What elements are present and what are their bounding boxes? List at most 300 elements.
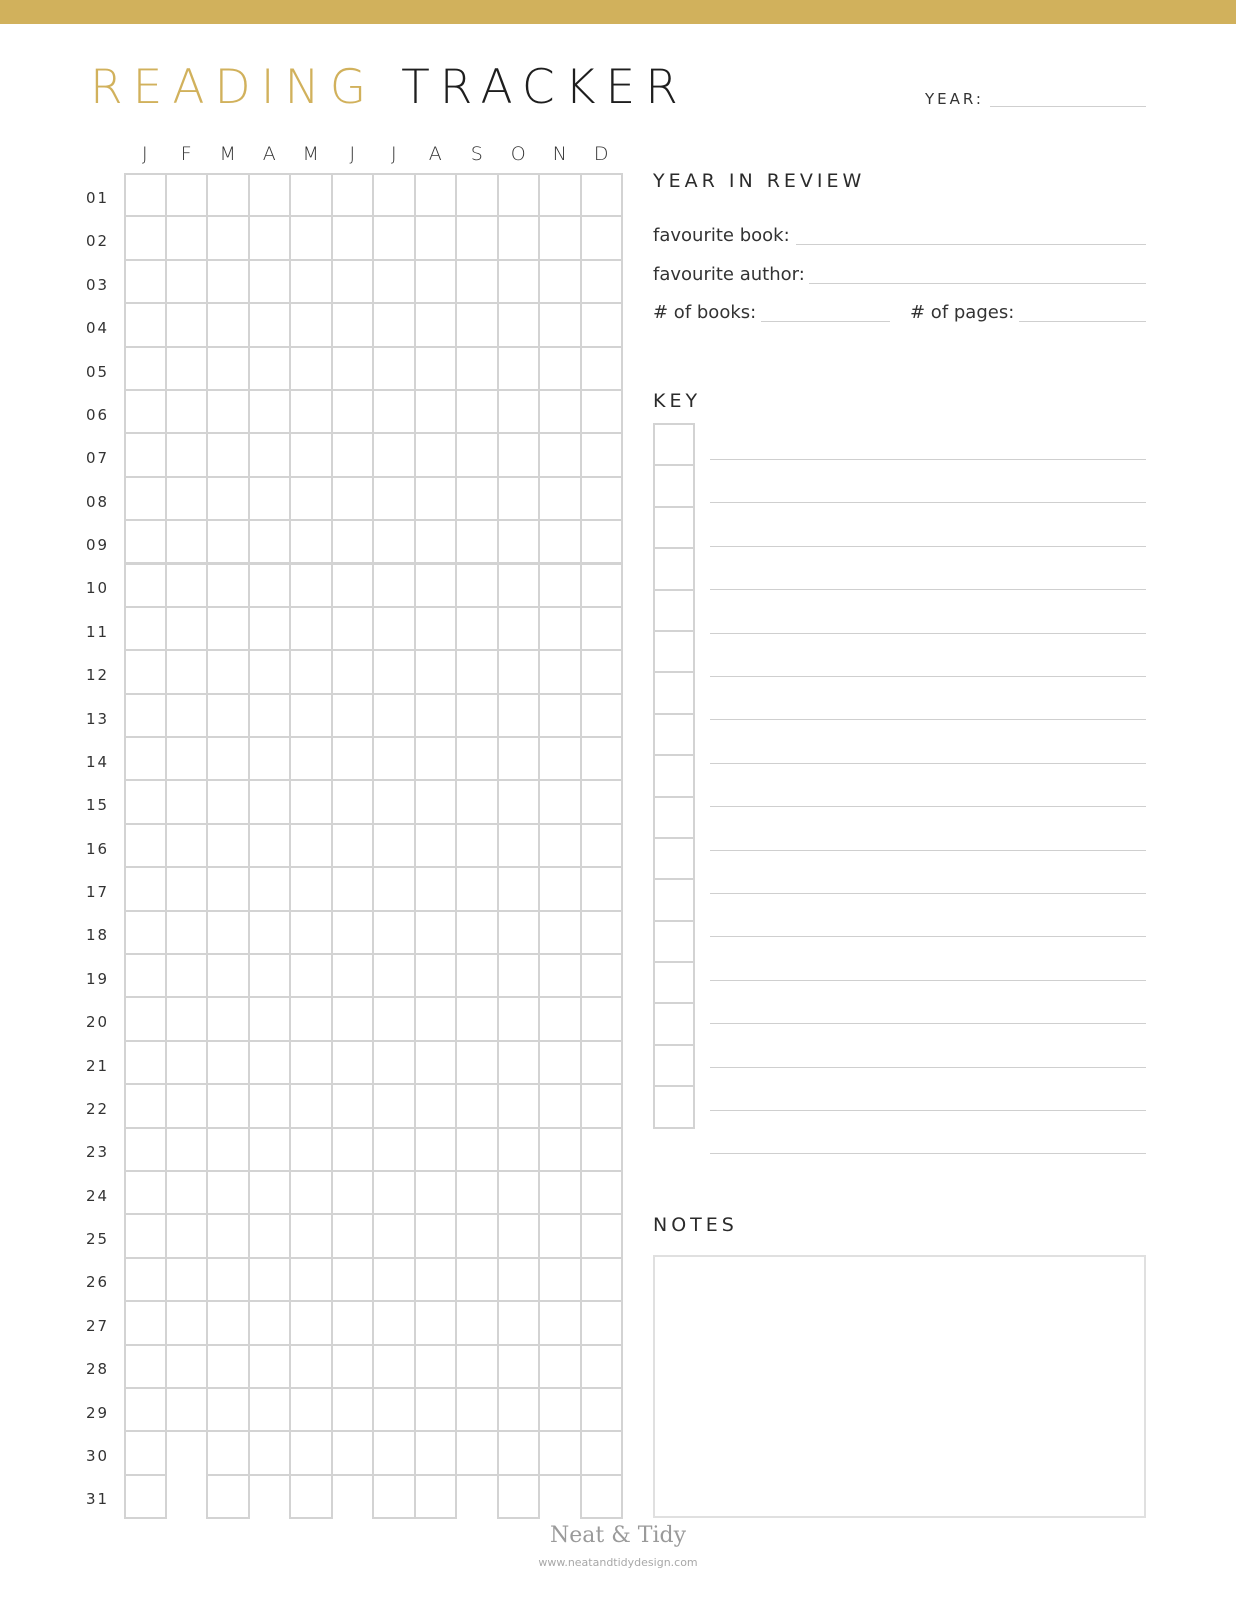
day-cell[interactable]	[331, 1170, 375, 1215]
day-cell[interactable]	[124, 1127, 167, 1172]
day-cell[interactable]	[331, 1344, 375, 1389]
day-cell[interactable]	[455, 779, 499, 824]
day-cell[interactable]	[538, 563, 582, 608]
day-cell[interactable]	[538, 173, 582, 217]
num-pages-field[interactable]	[1019, 321, 1146, 322]
day-cell[interactable]	[538, 1213, 582, 1258]
day-cell[interactable]	[206, 432, 250, 477]
day-cell[interactable]	[248, 432, 292, 477]
key-label-line[interactable]	[710, 546, 1146, 547]
day-cell[interactable]	[124, 866, 167, 911]
day-cell[interactable]	[165, 1170, 209, 1215]
key-label-line[interactable]	[710, 719, 1146, 720]
day-cell[interactable]	[289, 346, 333, 391]
day-cell[interactable]	[455, 866, 499, 911]
day-cell[interactable]	[289, 1040, 333, 1085]
day-cell[interactable]	[538, 736, 582, 781]
day-cell[interactable]	[455, 996, 499, 1041]
day-cell[interactable]	[206, 1213, 250, 1258]
day-cell[interactable]	[331, 866, 375, 911]
day-cell[interactable]	[580, 866, 624, 911]
day-cell[interactable]	[580, 910, 624, 955]
day-cell[interactable]	[289, 173, 333, 217]
day-cell[interactable]	[538, 389, 582, 434]
day-cell[interactable]	[248, 215, 292, 260]
day-cell[interactable]	[289, 910, 333, 955]
day-cell[interactable]	[580, 519, 624, 564]
day-cell[interactable]	[497, 1127, 541, 1172]
day-cell[interactable]	[124, 1344, 167, 1389]
day-cell[interactable]	[331, 693, 375, 738]
day-cell[interactable]	[331, 649, 375, 694]
day-cell[interactable]	[580, 779, 624, 824]
day-cell[interactable]	[497, 1040, 541, 1085]
key-label-line[interactable]	[710, 1067, 1146, 1068]
day-cell[interactable]	[165, 910, 209, 955]
day-cell[interactable]	[372, 215, 416, 260]
day-cell[interactable]	[538, 476, 582, 521]
day-cell[interactable]	[124, 693, 167, 738]
notes-box[interactable]	[653, 1255, 1146, 1518]
day-cell[interactable]	[206, 1474, 250, 1519]
day-cell[interactable]	[455, 823, 499, 868]
day-cell[interactable]	[248, 519, 292, 564]
key-swatch[interactable]	[653, 547, 695, 590]
day-cell[interactable]	[580, 1170, 624, 1215]
key-swatch[interactable]	[653, 878, 695, 921]
day-cell[interactable]	[414, 389, 458, 434]
day-cell[interactable]	[206, 953, 250, 998]
day-cell[interactable]	[538, 1170, 582, 1215]
day-cell[interactable]	[372, 1430, 416, 1475]
day-cell[interactable]	[414, 823, 458, 868]
day-cell[interactable]	[580, 1213, 624, 1258]
day-cell[interactable]	[414, 1213, 458, 1258]
day-cell[interactable]	[372, 779, 416, 824]
day-cell[interactable]	[331, 736, 375, 781]
day-cell[interactable]	[206, 389, 250, 434]
day-cell[interactable]	[372, 519, 416, 564]
day-cell[interactable]	[497, 1344, 541, 1389]
day-cell[interactable]	[289, 519, 333, 564]
day-cell[interactable]	[289, 996, 333, 1041]
day-cell[interactable]	[165, 1083, 209, 1128]
day-cell[interactable]	[455, 1213, 499, 1258]
day-cell[interactable]	[165, 1300, 209, 1345]
day-cell[interactable]	[497, 1300, 541, 1345]
day-cell[interactable]	[289, 649, 333, 694]
day-cell[interactable]	[248, 1083, 292, 1128]
day-cell[interactable]	[206, 476, 250, 521]
day-cell[interactable]	[414, 866, 458, 911]
day-cell[interactable]	[206, 519, 250, 564]
day-cell[interactable]	[331, 215, 375, 260]
day-cell[interactable]	[414, 953, 458, 998]
key-swatch[interactable]	[653, 671, 695, 714]
key-swatch[interactable]	[653, 837, 695, 880]
day-cell[interactable]	[124, 259, 167, 304]
day-cell[interactable]	[331, 1083, 375, 1128]
day-cell[interactable]	[165, 779, 209, 824]
day-cell[interactable]	[497, 736, 541, 781]
day-cell[interactable]	[165, 649, 209, 694]
day-cell[interactable]	[414, 1474, 458, 1519]
day-cell[interactable]	[497, 823, 541, 868]
num-books-field[interactable]	[761, 321, 890, 322]
day-cell[interactable]	[497, 519, 541, 564]
day-cell[interactable]	[414, 606, 458, 651]
day-cell[interactable]	[289, 1170, 333, 1215]
day-cell[interactable]	[248, 910, 292, 955]
day-cell[interactable]	[124, 1170, 167, 1215]
day-cell[interactable]	[538, 1040, 582, 1085]
day-cell[interactable]	[248, 736, 292, 781]
day-cell[interactable]	[497, 1387, 541, 1432]
key-label-line[interactable]	[710, 763, 1146, 764]
day-cell[interactable]	[497, 693, 541, 738]
day-cell[interactable]	[124, 1387, 167, 1432]
day-cell[interactable]	[580, 389, 624, 434]
day-cell[interactable]	[497, 1257, 541, 1302]
day-cell[interactable]	[455, 1040, 499, 1085]
day-cell[interactable]	[206, 1300, 250, 1345]
day-cell[interactable]	[497, 389, 541, 434]
day-cell[interactable]	[289, 736, 333, 781]
day-cell[interactable]	[414, 173, 458, 217]
day-cell[interactable]	[372, 302, 416, 347]
day-cell[interactable]	[580, 996, 624, 1041]
day-cell[interactable]	[580, 173, 624, 217]
day-cell[interactable]	[372, 1127, 416, 1172]
day-cell[interactable]	[289, 1083, 333, 1128]
day-cell[interactable]	[580, 606, 624, 651]
day-cell[interactable]	[248, 866, 292, 911]
key-label-line[interactable]	[710, 936, 1146, 937]
day-cell[interactable]	[580, 259, 624, 304]
day-cell[interactable]	[289, 779, 333, 824]
day-cell[interactable]	[206, 736, 250, 781]
day-cell[interactable]	[124, 173, 167, 217]
day-cell[interactable]	[206, 606, 250, 651]
day-cell[interactable]	[124, 823, 167, 868]
day-cell[interactable]	[414, 1040, 458, 1085]
day-cell[interactable]	[165, 432, 209, 477]
key-swatch[interactable]	[653, 630, 695, 673]
day-cell[interactable]	[124, 476, 167, 521]
day-cell[interactable]	[538, 432, 582, 477]
day-cell[interactable]	[165, 259, 209, 304]
key-label-line[interactable]	[710, 459, 1146, 460]
day-cell[interactable]	[372, 1387, 416, 1432]
day-cell[interactable]	[580, 563, 624, 608]
day-cell[interactable]	[165, 1257, 209, 1302]
day-cell[interactable]	[455, 910, 499, 955]
day-cell[interactable]	[206, 346, 250, 391]
day-cell[interactable]	[206, 779, 250, 824]
day-cell[interactable]	[289, 563, 333, 608]
day-cell[interactable]	[124, 779, 167, 824]
day-cell[interactable]	[206, 1344, 250, 1389]
favourite-book-field[interactable]	[796, 244, 1146, 245]
day-cell[interactable]	[372, 346, 416, 391]
day-cell[interactable]	[414, 476, 458, 521]
day-cell[interactable]	[331, 953, 375, 998]
day-cell[interactable]	[124, 519, 167, 564]
key-swatch[interactable]	[653, 1085, 695, 1128]
day-cell[interactable]	[455, 259, 499, 304]
day-cell[interactable]	[289, 1257, 333, 1302]
key-swatch[interactable]	[653, 464, 695, 507]
day-cell[interactable]	[331, 563, 375, 608]
day-cell[interactable]	[497, 953, 541, 998]
day-cell[interactable]	[497, 215, 541, 260]
day-cell[interactable]	[206, 1430, 250, 1475]
day-cell[interactable]	[372, 1083, 416, 1128]
day-cell[interactable]	[414, 1300, 458, 1345]
day-cell[interactable]	[372, 1474, 416, 1519]
day-cell[interactable]	[455, 1430, 499, 1475]
day-cell[interactable]	[124, 649, 167, 694]
day-cell[interactable]	[538, 1387, 582, 1432]
day-cell[interactable]	[580, 1300, 624, 1345]
day-cell[interactable]	[414, 1430, 458, 1475]
day-cell[interactable]	[165, 1387, 209, 1432]
day-cell[interactable]	[248, 476, 292, 521]
day-cell[interactable]	[124, 389, 167, 434]
day-cell[interactable]	[124, 736, 167, 781]
day-cell[interactable]	[455, 389, 499, 434]
key-swatch[interactable]	[653, 423, 695, 466]
day-cell[interactable]	[206, 1170, 250, 1215]
day-cell[interactable]	[331, 519, 375, 564]
day-cell[interactable]	[206, 302, 250, 347]
day-cell[interactable]	[331, 476, 375, 521]
day-cell[interactable]	[248, 1127, 292, 1172]
day-cell[interactable]	[206, 1083, 250, 1128]
day-cell[interactable]	[248, 259, 292, 304]
day-cell[interactable]	[248, 563, 292, 608]
day-cell[interactable]	[124, 953, 167, 998]
day-cell[interactable]	[455, 432, 499, 477]
key-swatch[interactable]	[653, 961, 695, 1004]
day-cell[interactable]	[455, 1300, 499, 1345]
day-cell[interactable]	[248, 1170, 292, 1215]
day-cell[interactable]	[580, 215, 624, 260]
day-cell[interactable]	[289, 1213, 333, 1258]
day-cell[interactable]	[165, 389, 209, 434]
day-cell[interactable]	[414, 1257, 458, 1302]
day-cell[interactable]	[372, 866, 416, 911]
day-cell[interactable]	[497, 1474, 541, 1519]
day-cell[interactable]	[372, 1170, 416, 1215]
day-cell[interactable]	[580, 1127, 624, 1172]
day-cell[interactable]	[289, 476, 333, 521]
day-cell[interactable]	[372, 996, 416, 1041]
day-cell[interactable]	[289, 1300, 333, 1345]
day-cell[interactable]	[414, 736, 458, 781]
day-cell[interactable]	[372, 606, 416, 651]
day-cell[interactable]	[372, 1344, 416, 1389]
day-cell[interactable]	[580, 1083, 624, 1128]
key-swatch[interactable]	[653, 1002, 695, 1045]
day-cell[interactable]	[497, 1170, 541, 1215]
key-label-line[interactable]	[710, 589, 1146, 590]
day-cell[interactable]	[455, 563, 499, 608]
day-cell[interactable]	[372, 476, 416, 521]
day-cell[interactable]	[414, 779, 458, 824]
key-label-line[interactable]	[710, 850, 1146, 851]
day-cell[interactable]	[248, 1257, 292, 1302]
day-cell[interactable]	[165, 1127, 209, 1172]
day-cell[interactable]	[372, 432, 416, 477]
day-cell[interactable]	[414, 215, 458, 260]
day-cell[interactable]	[538, 910, 582, 955]
day-cell[interactable]	[580, 1344, 624, 1389]
day-cell[interactable]	[124, 346, 167, 391]
day-cell[interactable]	[124, 302, 167, 347]
day-cell[interactable]	[165, 346, 209, 391]
day-cell[interactable]	[124, 1083, 167, 1128]
day-cell[interactable]	[248, 1300, 292, 1345]
day-cell[interactable]	[414, 693, 458, 738]
day-cell[interactable]	[124, 606, 167, 651]
day-cell[interactable]	[248, 779, 292, 824]
day-cell[interactable]	[580, 1387, 624, 1432]
key-swatch[interactable]	[653, 713, 695, 756]
day-cell[interactable]	[497, 996, 541, 1041]
day-cell[interactable]	[289, 866, 333, 911]
day-cell[interactable]	[455, 173, 499, 217]
day-cell[interactable]	[414, 996, 458, 1041]
key-swatch[interactable]	[653, 920, 695, 963]
day-cell[interactable]	[455, 1127, 499, 1172]
day-cell[interactable]	[580, 476, 624, 521]
day-cell[interactable]	[455, 953, 499, 998]
day-cell[interactable]	[414, 649, 458, 694]
day-cell[interactable]	[165, 519, 209, 564]
day-cell[interactable]	[124, 1474, 167, 1519]
day-cell[interactable]	[165, 215, 209, 260]
key-swatch[interactable]	[653, 754, 695, 797]
day-cell[interactable]	[538, 649, 582, 694]
day-cell[interactable]	[248, 996, 292, 1041]
day-cell[interactable]	[538, 779, 582, 824]
day-cell[interactable]	[165, 476, 209, 521]
day-cell[interactable]	[331, 1257, 375, 1302]
day-cell[interactable]	[331, 910, 375, 955]
day-cell[interactable]	[248, 1387, 292, 1432]
day-cell[interactable]	[414, 1127, 458, 1172]
day-cell[interactable]	[289, 953, 333, 998]
day-cell[interactable]	[580, 1430, 624, 1475]
key-label-line[interactable]	[710, 633, 1146, 634]
day-cell[interactable]	[289, 823, 333, 868]
day-cell[interactable]	[372, 1300, 416, 1345]
day-cell[interactable]	[124, 1040, 167, 1085]
day-cell[interactable]	[497, 1213, 541, 1258]
day-cell[interactable]	[414, 259, 458, 304]
day-cell[interactable]	[206, 259, 250, 304]
day-cell[interactable]	[248, 389, 292, 434]
day-cell[interactable]	[580, 953, 624, 998]
key-label-line[interactable]	[710, 1023, 1146, 1024]
day-cell[interactable]	[372, 1213, 416, 1258]
day-cell[interactable]	[331, 1040, 375, 1085]
day-cell[interactable]	[124, 1430, 167, 1475]
day-cell[interactable]	[580, 823, 624, 868]
day-cell[interactable]	[538, 346, 582, 391]
key-label-line[interactable]	[710, 1110, 1146, 1111]
day-cell[interactable]	[331, 346, 375, 391]
day-cell[interactable]	[206, 823, 250, 868]
day-cell[interactable]	[124, 1257, 167, 1302]
day-cell[interactable]	[289, 302, 333, 347]
day-cell[interactable]	[538, 1430, 582, 1475]
day-cell[interactable]	[414, 563, 458, 608]
day-cell[interactable]	[206, 866, 250, 911]
day-cell[interactable]	[372, 1040, 416, 1085]
day-cell[interactable]	[206, 215, 250, 260]
day-cell[interactable]	[372, 693, 416, 738]
day-cell[interactable]	[331, 1300, 375, 1345]
day-cell[interactable]	[289, 432, 333, 477]
day-cell[interactable]	[331, 823, 375, 868]
day-cell[interactable]	[124, 432, 167, 477]
day-cell[interactable]	[497, 302, 541, 347]
day-cell[interactable]	[289, 1430, 333, 1475]
day-cell[interactable]	[165, 1344, 209, 1389]
day-cell[interactable]	[248, 693, 292, 738]
day-cell[interactable]	[538, 1257, 582, 1302]
day-cell[interactable]	[206, 1040, 250, 1085]
day-cell[interactable]	[289, 1474, 333, 1519]
day-cell[interactable]	[372, 649, 416, 694]
key-label-line[interactable]	[710, 1153, 1146, 1154]
day-cell[interactable]	[165, 693, 209, 738]
day-cell[interactable]	[124, 996, 167, 1041]
key-label-line[interactable]	[710, 893, 1146, 894]
day-cell[interactable]	[206, 1387, 250, 1432]
day-cell[interactable]	[538, 823, 582, 868]
day-cell[interactable]	[455, 606, 499, 651]
day-cell[interactable]	[455, 476, 499, 521]
day-cell[interactable]	[165, 736, 209, 781]
day-cell[interactable]	[414, 519, 458, 564]
day-cell[interactable]	[289, 389, 333, 434]
day-cell[interactable]	[497, 476, 541, 521]
day-cell[interactable]	[455, 519, 499, 564]
day-cell[interactable]	[455, 1170, 499, 1215]
day-cell[interactable]	[331, 389, 375, 434]
day-cell[interactable]	[455, 693, 499, 738]
day-cell[interactable]	[372, 823, 416, 868]
day-cell[interactable]	[331, 606, 375, 651]
day-cell[interactable]	[331, 302, 375, 347]
day-cell[interactable]	[289, 693, 333, 738]
day-cell[interactable]	[414, 1387, 458, 1432]
day-cell[interactable]	[414, 1170, 458, 1215]
day-cell[interactable]	[331, 173, 375, 217]
day-cell[interactable]	[538, 1127, 582, 1172]
day-cell[interactable]	[165, 302, 209, 347]
day-cell[interactable]	[538, 519, 582, 564]
day-cell[interactable]	[497, 779, 541, 824]
key-label-line[interactable]	[710, 806, 1146, 807]
day-cell[interactable]	[206, 996, 250, 1041]
day-cell[interactable]	[538, 996, 582, 1041]
day-cell[interactable]	[538, 302, 582, 347]
day-cell[interactable]	[414, 1083, 458, 1128]
